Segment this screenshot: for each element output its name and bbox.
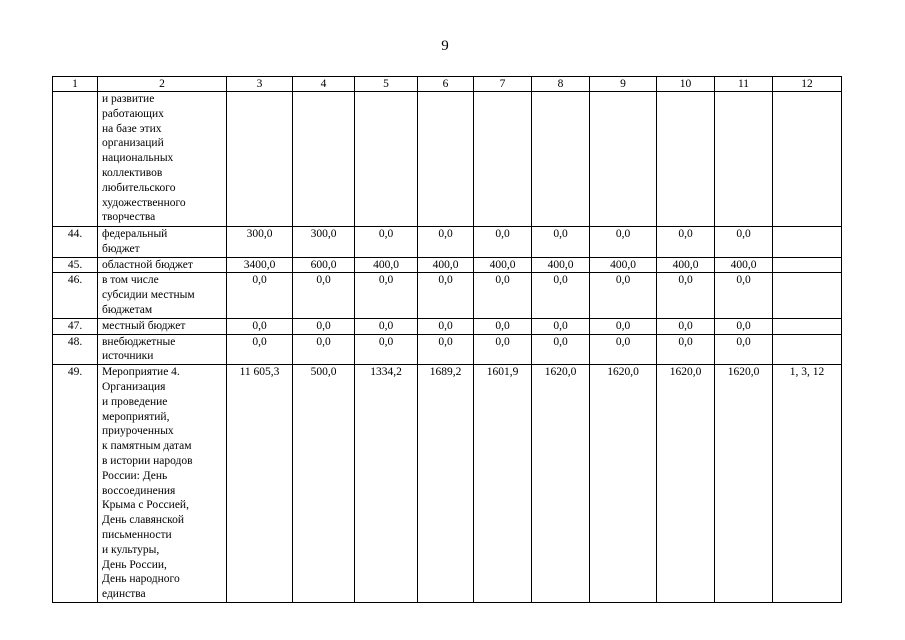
row-description: Мероприятие 4. Организация и проведение мероприятий, приуроченных к памятным датам в истории народов России: День воссоединения Крыма с Россией, День славянской письменности и культуры, День России, День народного единства (98, 365, 227, 603)
row-number: 48. (53, 334, 98, 365)
value-cell: 1620,0 (590, 365, 657, 603)
value-cell: 0,0 (293, 318, 355, 334)
value-cell: 1620,0 (715, 365, 773, 603)
value-cell: 0,0 (657, 334, 715, 365)
value-cell: 0,0 (474, 227, 532, 258)
value-cell (474, 92, 532, 227)
row-description: федеральный бюджет (98, 227, 227, 258)
value-cell (227, 92, 293, 227)
column-header: 11 (715, 77, 773, 92)
value-cell: 400,0 (355, 257, 418, 273)
table-row (53, 227, 842, 258)
value-cell (355, 92, 418, 227)
column-header: 8 (532, 77, 590, 92)
value-cell: 0,0 (715, 273, 773, 318)
reference-cell (773, 334, 842, 365)
value-cell: 0,0 (227, 334, 293, 365)
value-cell: 0,0 (657, 227, 715, 258)
value-cell: 1601,9 (474, 365, 532, 603)
reference-cell: 1, 3, 12 (773, 365, 842, 603)
value-cell: 500,0 (293, 365, 355, 603)
reference-cell (773, 92, 842, 227)
row-description: и развитие работающих на базе этих организаций национальных коллективов любительского художественного творчества (98, 92, 227, 227)
column-header: 3 (227, 77, 293, 92)
value-cell: 300,0 (293, 227, 355, 258)
value-cell: 0,0 (418, 227, 474, 258)
column-header: 6 (418, 77, 474, 92)
value-cell: 300,0 (227, 227, 293, 258)
row-description: областной бюджет (98, 257, 227, 273)
budget-table (52, 76, 842, 603)
value-cell: 0,0 (590, 273, 657, 318)
value-cell: 400,0 (418, 257, 474, 273)
value-cell: 0,0 (293, 273, 355, 318)
value-cell: 0,0 (715, 318, 773, 334)
value-cell: 0,0 (355, 227, 418, 258)
value-cell: 400,0 (715, 257, 773, 273)
row-number: 45. (53, 257, 98, 273)
column-header: 7 (474, 77, 532, 92)
table-row (53, 334, 842, 365)
column-header: 10 (657, 77, 715, 92)
value-cell: 0,0 (532, 227, 590, 258)
value-cell: 400,0 (532, 257, 590, 273)
column-header: 5 (355, 77, 418, 92)
value-cell: 1334,2 (355, 365, 418, 603)
row-number: 49. (53, 365, 98, 603)
table-row (53, 273, 842, 318)
table-row (53, 365, 842, 603)
value-cell (590, 92, 657, 227)
table-row (53, 257, 842, 273)
value-cell: 0,0 (590, 334, 657, 365)
value-cell: 400,0 (590, 257, 657, 273)
reference-cell (773, 227, 842, 258)
value-cell: 0,0 (657, 318, 715, 334)
value-cell: 0,0 (532, 318, 590, 334)
value-cell: 0,0 (590, 227, 657, 258)
value-cell: 1620,0 (657, 365, 715, 603)
value-cell: 0,0 (715, 334, 773, 365)
row-description: в том числе субсидии местным бюджетам (98, 273, 227, 318)
column-header: 4 (293, 77, 355, 92)
column-header: 12 (773, 77, 842, 92)
row-number: 44. (53, 227, 98, 258)
value-cell (715, 92, 773, 227)
value-cell: 400,0 (657, 257, 715, 273)
value-cell: 400,0 (474, 257, 532, 273)
value-cell: 0,0 (590, 318, 657, 334)
value-cell: 0,0 (418, 273, 474, 318)
value-cell (418, 92, 474, 227)
reference-cell (773, 273, 842, 318)
value-cell (532, 92, 590, 227)
page-number: 9 (441, 38, 449, 54)
value-cell: 0,0 (355, 318, 418, 334)
value-cell: 0,0 (532, 273, 590, 318)
value-cell: 11 605,3 (227, 365, 293, 603)
value-cell: 0,0 (293, 334, 355, 365)
column-header: 9 (590, 77, 657, 92)
value-cell: 0,0 (227, 318, 293, 334)
value-cell: 0,0 (355, 334, 418, 365)
value-cell (293, 92, 355, 227)
row-number (53, 92, 98, 227)
reference-cell (773, 257, 842, 273)
value-cell (657, 92, 715, 227)
value-cell: 0,0 (355, 273, 418, 318)
row-number: 46. (53, 273, 98, 318)
table-header-row (53, 77, 842, 92)
table-body (53, 92, 842, 603)
value-cell: 0,0 (715, 227, 773, 258)
value-cell: 0,0 (418, 318, 474, 334)
column-header: 1 (53, 77, 98, 92)
table-row (53, 318, 842, 334)
value-cell: 0,0 (418, 334, 474, 365)
row-description: внебюджетные источники (98, 334, 227, 365)
row-description: местный бюджет (98, 318, 227, 334)
row-number: 47. (53, 318, 98, 334)
value-cell: 0,0 (532, 334, 590, 365)
value-cell: 1689,2 (418, 365, 474, 603)
table-row (53, 92, 842, 227)
value-cell: 0,0 (657, 273, 715, 318)
column-header: 2 (98, 77, 227, 92)
value-cell: 0,0 (474, 273, 532, 318)
value-cell: 1620,0 (532, 365, 590, 603)
value-cell: 0,0 (474, 318, 532, 334)
value-cell: 0,0 (227, 273, 293, 318)
reference-cell (773, 318, 842, 334)
value-cell: 600,0 (293, 257, 355, 273)
value-cell: 3400,0 (227, 257, 293, 273)
value-cell: 0,0 (474, 334, 532, 365)
